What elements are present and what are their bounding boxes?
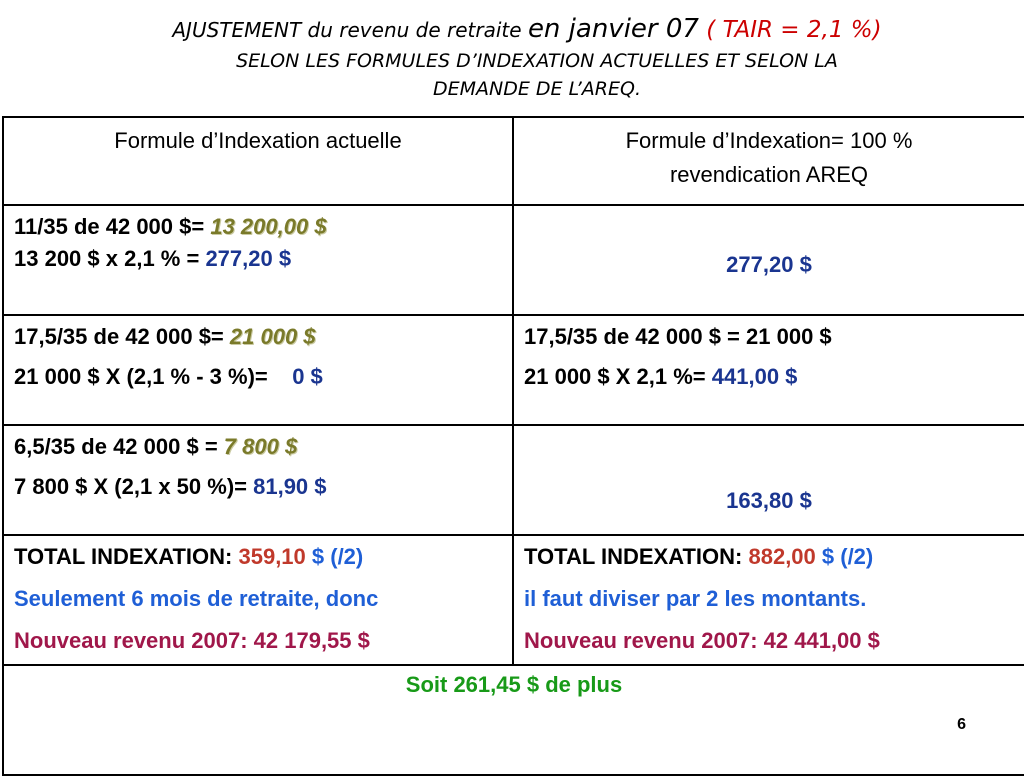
indexation-table (2, 116, 1024, 776)
row2-left-b-text: 21 000 $ X (2,1 % - 3 %)= (14, 364, 293, 389)
row1-right-value: 277,20 $ (726, 252, 812, 277)
page-number: 6 (957, 716, 966, 733)
header-right (513, 117, 1024, 205)
summary-row (3, 665, 1024, 775)
header-right-line-2: revendication AREQ (669, 162, 869, 187)
table-row (3, 205, 1024, 315)
summary-cell (3, 665, 1024, 775)
header-row (3, 117, 1024, 205)
table-row (3, 315, 1024, 425)
row2-right-b-text: 21 000 $ X 2,1 %= (524, 364, 712, 389)
slide-title (0, 12, 1024, 103)
row3-right-cell (513, 425, 1024, 535)
totals-right-value: 882,00 (748, 544, 816, 569)
row3-left-a-text: 6,5/35 de 42 000 $ = (14, 434, 224, 459)
row3-left-cell (3, 425, 513, 535)
row3-left-a-value: 7 800 $ (223, 434, 298, 459)
title-line-1 (30, 12, 1024, 47)
row2-left-a-value: 21 000 $ (229, 324, 316, 349)
row2-left-line-a (14, 316, 502, 358)
totals-left-cell (3, 535, 513, 665)
row2-right-b-value: 441,00 $ (711, 364, 798, 389)
row3-left-line-b (14, 466, 502, 508)
totals-right-label: TOTAL INDEXATION: (524, 544, 749, 569)
totals-right-note: il faut diviser par 2 les montants. (524, 586, 867, 611)
totals-right-line (524, 536, 1014, 578)
row2-left-a-text: 17,5/35 de 42 000 $= (14, 324, 230, 349)
header-left: Formule d’Indexation actuelle (3, 117, 513, 205)
row1-left-line-b (14, 238, 502, 280)
row1-left-a-value: 13 200,00 $ (210, 214, 327, 239)
title-part-2: en janvier 07 (527, 14, 699, 44)
totals-left-label: TOTAL INDEXATION: (14, 544, 239, 569)
row1-left-cell (3, 205, 513, 315)
row2-left-cell (3, 315, 513, 425)
table-row (3, 425, 1024, 535)
title-part-1: AJUSTEMENT du revenu de retraite (172, 18, 528, 42)
row1-left-b-value: 277,20 $ (205, 246, 292, 271)
totals-row (3, 535, 1024, 665)
row3-left-line-a (14, 426, 502, 468)
row2-left-line-b (14, 356, 502, 398)
totals-right-new-income: Nouveau revenu 2007: 42 441,00 $ (524, 628, 880, 653)
totals-left-note: Seulement 6 mois de retraite, donc (14, 586, 379, 611)
row2-right-line-b (524, 356, 1014, 398)
totals-left-value: 359,10 (238, 544, 306, 569)
row2-left-b-value: 0 $ (292, 364, 323, 389)
row3-left-b-text: 7 800 $ X (2,1 x 50 %)= (14, 474, 254, 499)
row2-right-line-a: 17,5/35 de 42 000 $ = 21 000 $ (524, 324, 832, 349)
row1-left-b-text: 13 200 $ x 2,1 % = (14, 246, 206, 271)
row2-right-cell (513, 315, 1024, 425)
row3-left-b-value: 81,90 $ (253, 474, 327, 499)
title-line-3: DEMANDE DE L’AREQ. (433, 78, 641, 100)
header-right-line-1: Formule d’Indexation= 100 % (625, 128, 913, 153)
totals-right-cell (513, 535, 1024, 665)
totals-left-suffix: $ (/2) (305, 544, 364, 569)
title-tair: ( TAIR = 2,1 %) (698, 17, 882, 43)
totals-right-suffix: $ (/2) (815, 544, 874, 569)
summary-text: Soit 261,45 $ de plus (405, 672, 623, 697)
totals-left-new-income: Nouveau revenu 2007: 42 179,55 $ (14, 628, 370, 653)
row3-right-value: 163,80 $ (726, 488, 812, 513)
row1-right-cell (513, 205, 1024, 315)
title-line-2: SELON LES FORMULES D’INDEXATION ACTUELLES ET SELON LA (236, 50, 838, 72)
row1-left-a-text: 11/35 de 42 000 $= (14, 214, 211, 239)
totals-left-line (14, 536, 502, 578)
